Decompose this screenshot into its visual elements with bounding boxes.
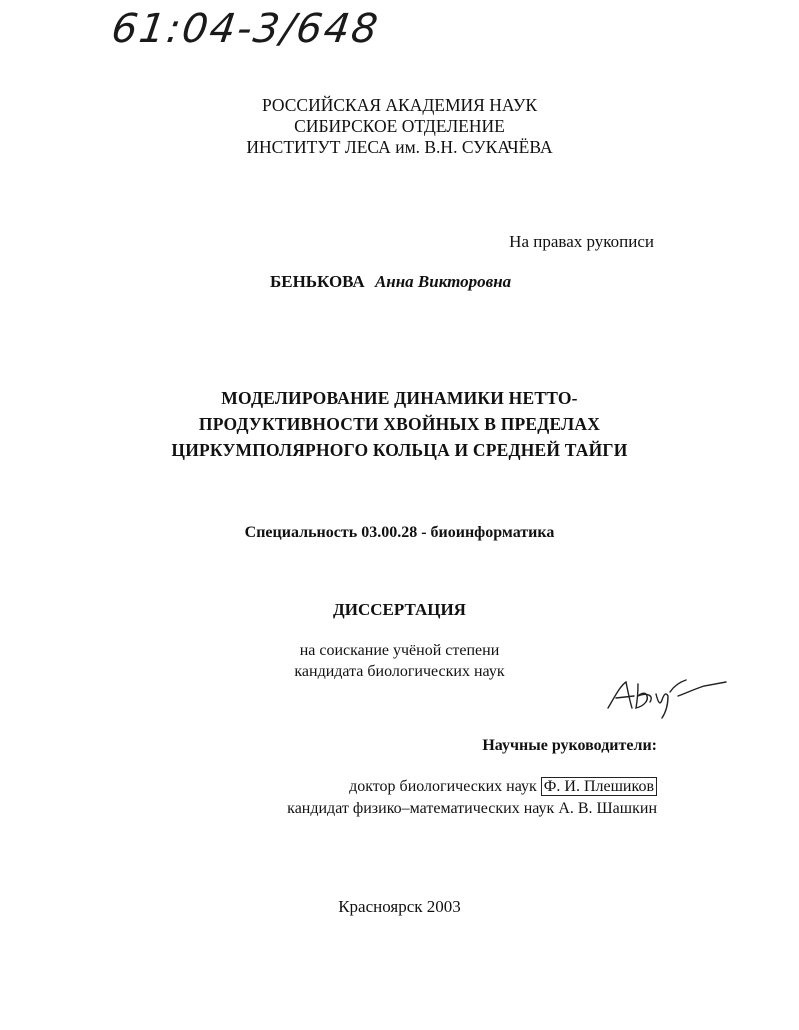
author-surname: БЕНЬКОВА xyxy=(270,272,365,291)
handwritten-signature xyxy=(600,672,730,722)
archive-code-handwritten: 61:04-3/648 xyxy=(108,6,383,52)
city-year: Красноярск 2003 xyxy=(338,897,461,916)
institution-line-1: РОССИЙСКАЯ АКАДЕМИЯ НАУК xyxy=(261,95,538,115)
supervisors-heading: Научные руководители: xyxy=(482,737,657,754)
supervisor-2: кандидат физико–математических наук А. В. Шашкин xyxy=(287,800,657,817)
supervisor-1-name: Ф. И. Плешиков xyxy=(541,777,657,796)
institution-line-3: ИНСТИТУТ ЛЕСА им. В.Н. СУКАЧЁВА xyxy=(246,137,553,157)
dissertation-label: ДИССЕРТАЦИЯ xyxy=(333,600,466,619)
specialty: Специальность 03.00.28 - биоинформатика xyxy=(244,524,555,541)
rights-note: На правах рукописи xyxy=(509,232,654,251)
supervisor-1-title: доктор биологических наук xyxy=(349,778,537,795)
author-name xyxy=(270,272,511,292)
author-given-names: Анна Викторовна xyxy=(374,272,512,291)
title-line-1: МОДЕЛИРОВАНИЕ ДИНАМИКИ НЕТТО- xyxy=(221,388,578,408)
degree-line-1: на соискание учёной степени xyxy=(299,642,500,659)
title-line-3: ЦИРКУМПОЛЯРНОГО КОЛЬЦА И СРЕДНЕЙ ТАЙГИ xyxy=(171,440,628,460)
supervisor-1 xyxy=(349,778,657,796)
title-line-2: ПРОДУКТИВНОСТИ ХВОЙНЫХ В ПРЕДЕЛАХ xyxy=(198,414,601,434)
degree-line-2: кандидата биологических наук xyxy=(294,663,505,680)
institution-line-2: СИБИРСКОЕ ОТДЕЛЕНИЕ xyxy=(294,116,505,136)
